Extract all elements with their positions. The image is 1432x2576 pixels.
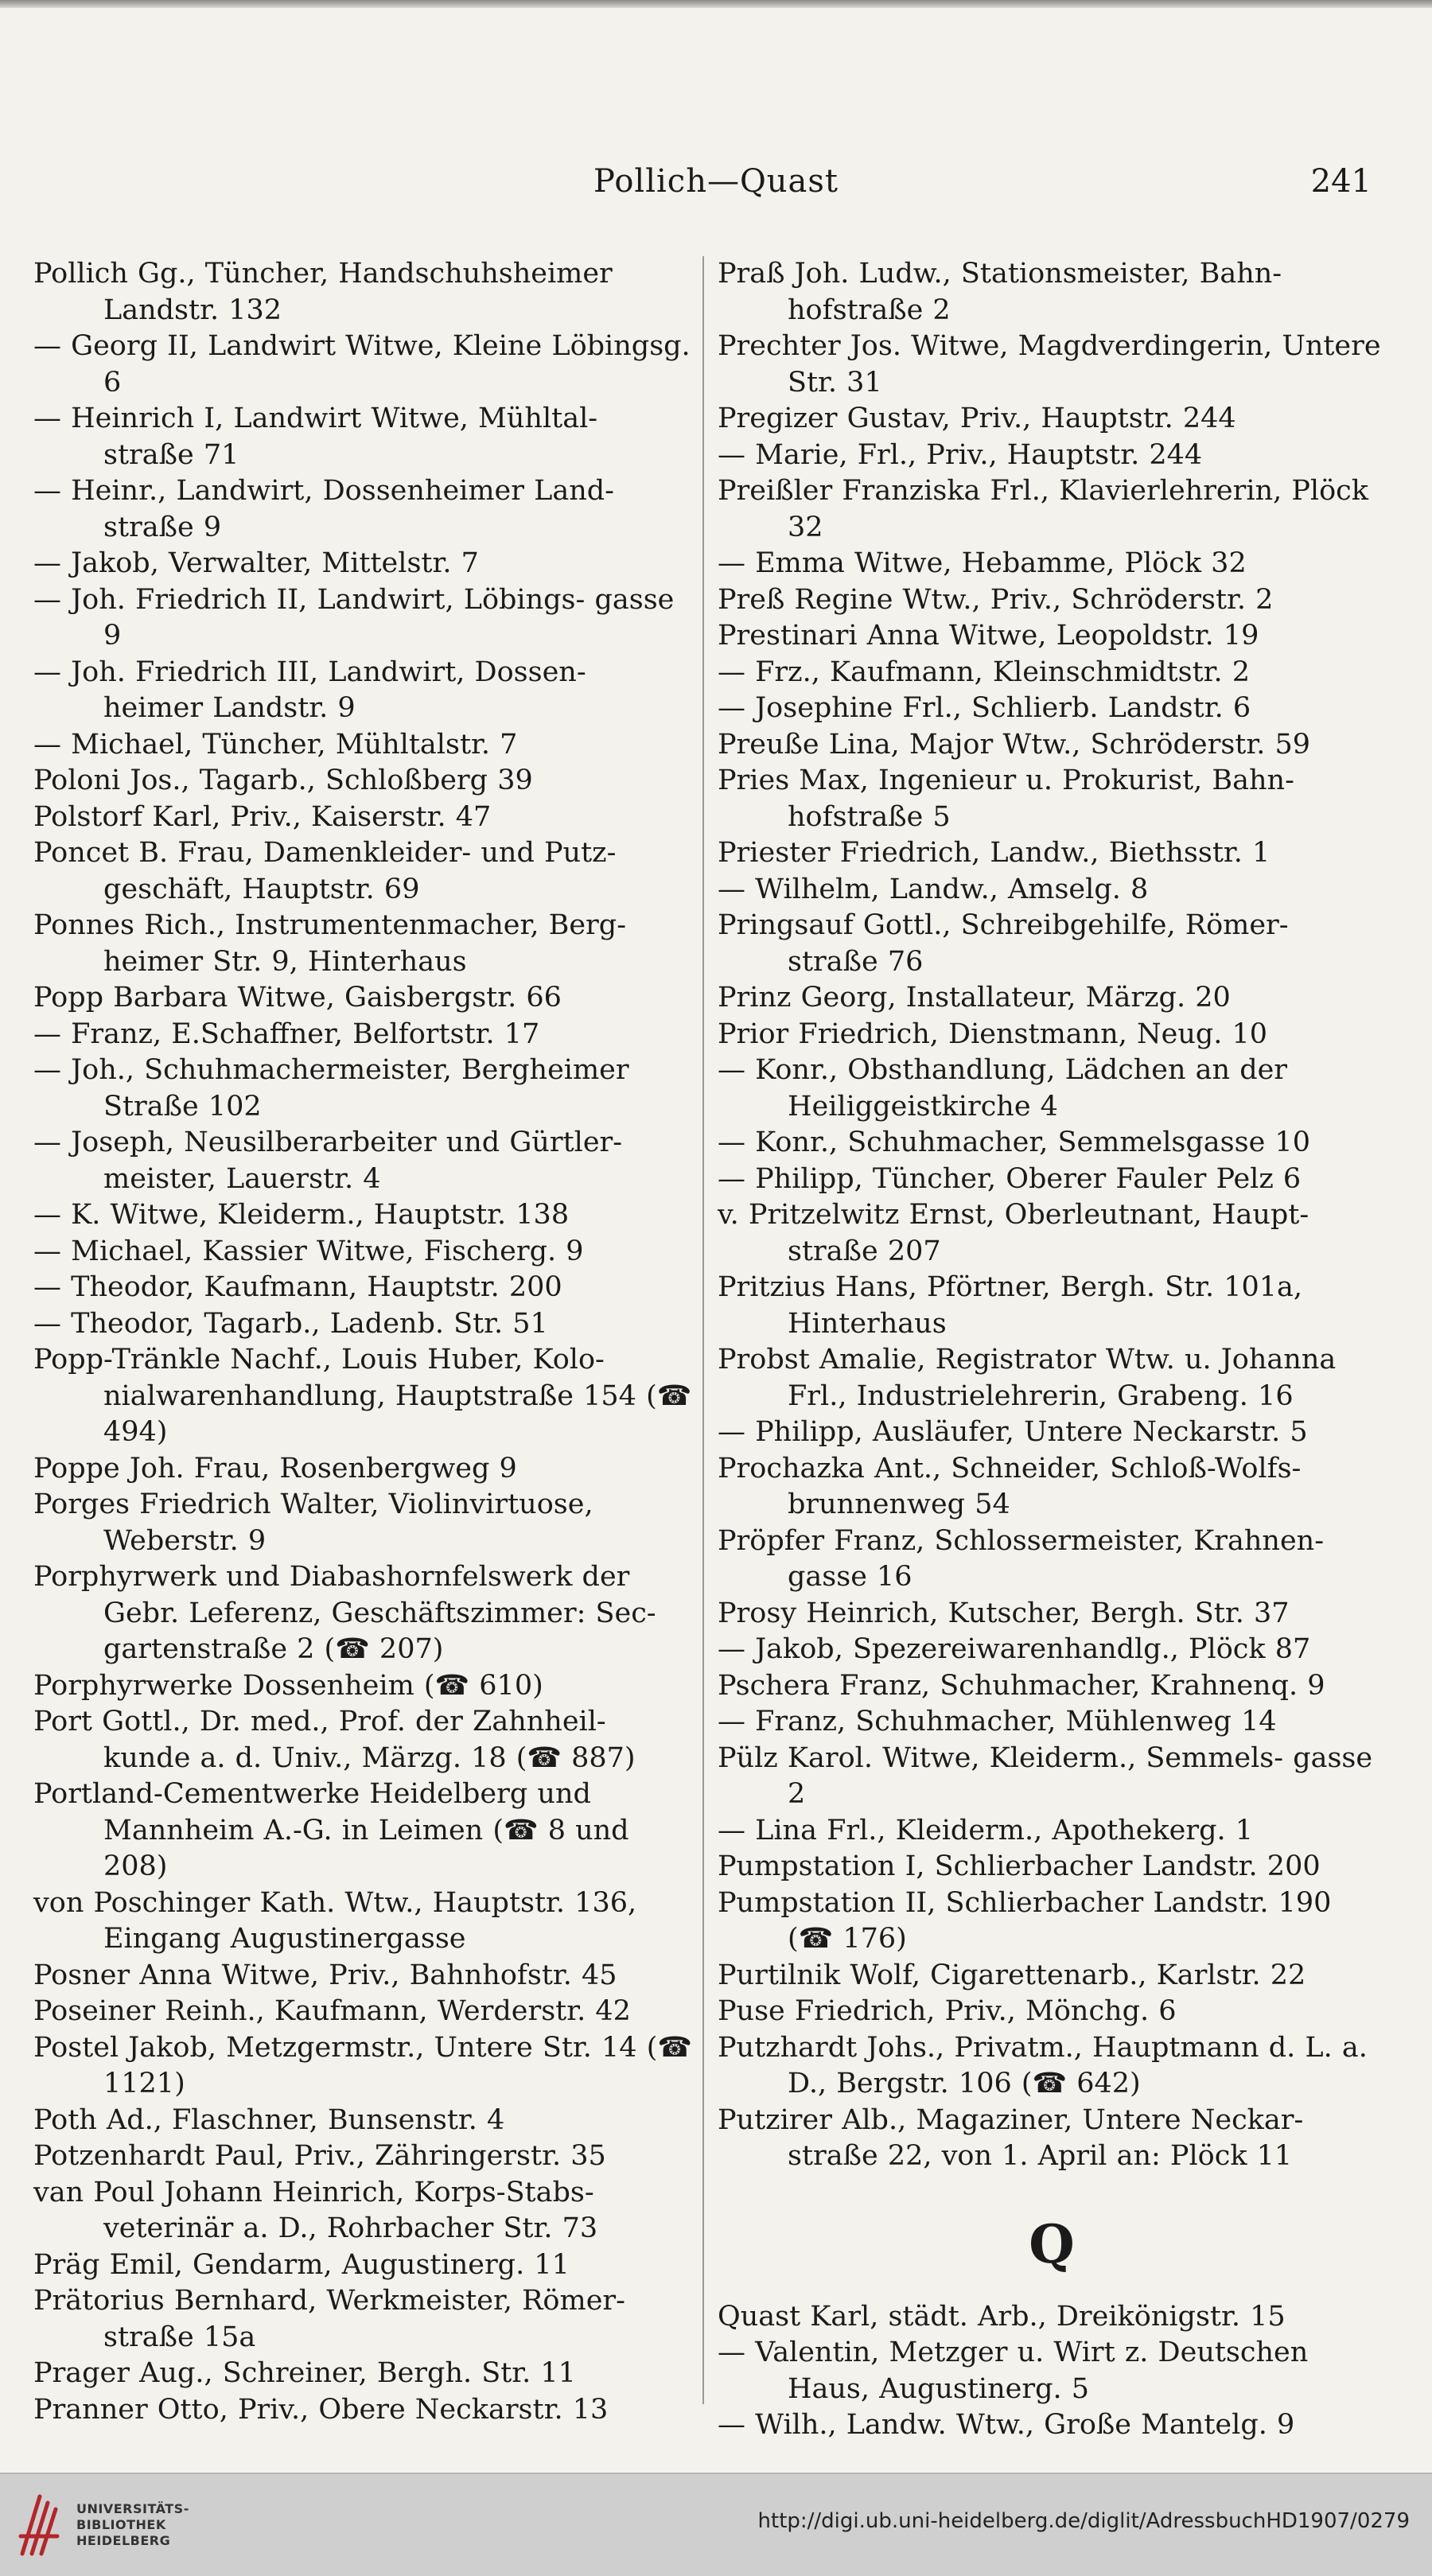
directory-entry: Pumpstation II, Schlierbacher Landstr. 190 (☎ 176) [718,1886,1332,1955]
directory-entry: von Poschinger Kath. Wtw., Hauptstr. 136, Eingang Augustinergasse [33,1886,637,1955]
directory-entry: Poncet B. Frau, Damenkleider- und Putz- geschäft, Hauptstr. 69 [33,837,617,905]
directory-entry: — Georg II, Landwirt Witwe, Kleine Löbingsg. 6 [33,330,691,399]
directory-entry: Prior Friedrich, Dienstmann, Neug. 10 [718,1018,1268,1050]
directory-entry: v. Pritzelwitz Ernst, Oberleutnant, Haupt- straße 207 [718,1199,1309,1267]
directory-entry: Pülz Karol. Witwe, Kleiderm., Semmels- gasse 2 [718,1741,1373,1810]
library-name-line: UNIVERSITÄTS- [76,2501,189,2516]
directory-entry: Poloni Jos., Tagarb., Schloßberg 39 [33,765,533,796]
directory-entry: — Joseph, Neusilberarbeiter und Gürtler- meister, Lauerstr. 4 [33,1127,623,1195]
directory-entry: Präg Emil, Gendarm, Augustinerg. 11 [33,2248,570,2281]
directory-entry: Quast Karl, städt. Arb., Dreikönigstr. 15 [718,2300,1286,2333]
running-head [0,163,1432,211]
directory-entry: — Konr., Obsthandlung, Lädchen an der Heiliggeistkirche 4 [718,1054,1288,1123]
directory-entry: — Joh. Friedrich II, Landwirt, Löbings- gasse 9 [33,583,675,652]
directory-entry: Pumpstation I, Schlierbacher Landstr. 200 [718,1850,1321,1882]
directory-entry: Poth Ad., Flaschner, Bunsenstr. 4 [33,2103,505,2136]
directory-entry: — Theodor, Tagarb., Ladenb. Str. 51 [33,1307,548,1340]
directory-entry: Pschera Franz, Schuhmacher, Krahnenq. 9 [718,1669,1325,1702]
directory-entry: — Joh., Schuhmachermeister, Bergheimer Straße 102 [33,1054,629,1123]
directory-entry: — Heinrich I, Landwirt Witwe, Mühltal- straße 71 [33,403,598,471]
directory-entry: — Frz., Kaufmann, Kleinschmidtstr. 2 [718,656,1251,688]
directory-entry: Pranner Otto, Priv., Obere Neckarstr. 13 [33,2393,609,2426]
university-library-logo-icon [16,2490,62,2558]
directory-entry: Puse Friedrich, Priv., Mönchg. 6 [718,1995,1177,2027]
library-name [76,2501,189,2549]
directory-entry: Pollich Gg., Tüncher, Handschuhsheimer Landstr. 132 [33,258,613,326]
viewer-footer-bar [0,2473,1432,2576]
directory-entry: Preuße Lina, Major Wtw., Schröderstr. 59 [718,728,1311,761]
page-number: 241 [1310,163,1372,200]
directory-entry: — Konr., Schuhmacher, Semmelsgasse 10 [718,1127,1310,1158]
directory-entry: — Philipp, Tüncher, Oberer Fauler Pelz 6 [718,1162,1302,1195]
directory-entry: Port Gottl., Dr. med., Prof. der Zahnheil- kunde a. d. Univ., Märzg. 18 (☎ 887) [33,1706,636,1774]
directory-entry: Probst Amalie, Registrator Wtw. u. Johanna Frl., Industrielehrerin, Grabeng. 16 [718,1344,1337,1412]
directory-entry: — Franz, Schuhmacher, Mühlenweg 14 [718,1706,1277,1737]
directory-entry: Ponnes Rich., Instrumentenmacher, Berg- heimer Str. 9, Hinterhaus [33,909,627,978]
directory-entry: — Lina Frl., Kleiderm., Apothekerg. 1 [718,1814,1253,1846]
directory-entry: Pries Max, Ingenieur u. Prokurist, Bahn- hofstraße 5 [718,765,1294,833]
directory-entry: — Josephine Frl., Schlierb. Landstr. 6 [718,692,1251,724]
directory-entry: — K. Witwe, Kleiderm., Hauptstr. 138 [33,1199,570,1231]
library-name-line: HEIDELBERG [76,2533,171,2548]
directory-entry: Priester Friedrich, Landw., Biethsstr. 1 [718,837,1271,869]
directory-entry: Purtilnik Wolf, Cigarettenarb., Karlstr. 22 [718,1959,1306,1991]
page-title: Pollich—Quast [593,163,839,200]
section-letter-q: Q [1029,2212,1075,2275]
right-column-q-entries [718,2299,1386,2444]
directory-entry: — Jakob, Verwalter, Mittelstr. 7 [33,547,479,579]
directory-entry: Porphyrwerk und Diabashornfelswerk der Gebr. Leferenz, Geschäftszimmer: Sec- gartenstraße 2 (☎ 207) [33,1561,656,1665]
directory-entry: Pregizer Gustav, Priv., Hauptstr. 244 [718,403,1236,434]
directory-entry: Prinz Georg, Installateur, Märzg. 20 [718,982,1231,1014]
directory-entry: — Valentin, Metzger u. Wirt z. Deutschen Haus, Augustinerg. 5 [718,2337,1309,2405]
directory-entry: Poseiner Reinh., Kaufmann, Werderstr. 42 [33,1995,631,2027]
directory-entry: — Michael, Tüncher, Mühltalstr. 7 [33,728,518,761]
directory-entry: — Philipp, Ausläufer, Untere Neckarstr. 5 [718,1416,1308,1448]
directory-entry: Preß Regine Wtw., Priv., Schröderstr. 2 [718,583,1274,616]
directory-entry: Porphyrwerke Dossenheim (☎ 610) [33,1669,543,1702]
directory-entry: — Marie, Frl., Priv., Hauptstr. 244 [718,438,1203,471]
directory-entry: Prätorius Bernhard, Werkmeister, Römer- straße 15a [33,2285,625,2353]
directory-entry: Popp-Tränkle Nachf., Louis Huber, Kolo- nialwarenhandlung, Hauptstraße 154 (☎ 494) [33,1344,692,1448]
directory-entry: — Franz, E.Schaffner, Belfortstr. 17 [33,1018,540,1050]
directory-entry: — Michael, Kassier Witwe, Fischerg. 9 [33,1235,584,1267]
directory-entry: Posner Anna Witwe, Priv., Bahnhofstr. 45 [33,1959,617,1991]
directory-entry: Prochazka Ant., Schneider, Schloß-Wolfs- brunnenweg 54 [718,1452,1302,1520]
directory-entry: Popp Barbara Witwe, Gaisbergstr. 66 [33,982,562,1014]
right-column [718,256,1386,2441]
column-divider [702,256,704,2404]
directory-entry: — Theodor, Kaufmann, Hauptstr. 200 [33,1271,562,1303]
directory-entry: Pringsauf Gottl., Schreibgehilfe, Römer- straße 76 [718,909,1289,978]
directory-entry: — Wilhelm, Landw., Amselg. 8 [718,873,1149,905]
library-name-line: BIBLIOTHEK [76,2517,166,2532]
directory-entry: Putzirer Alb., Magaziner, Untere Neckar- straße 22, von 1. April an: Plöck 11 [718,2103,1304,2172]
directory-entry: Poppe Joh. Frau, Rosenbergweg 9 [33,1452,517,1485]
right-column-p-entries [718,256,1386,2175]
directory-entry: Praß Joh. Ludw., Stationsmeister, Bahn- hofstraße 2 [718,258,1282,326]
directory-entry: — Wilh., Landw. Wtw., Große Mantelg. 9 [718,2409,1295,2441]
directory-entry: — Emma Witwe, Hebamme, Plöck 32 [718,547,1247,579]
directory-entry: Prestinari Anna Witwe, Leopoldstr. 19 [718,620,1259,652]
directory-entry: Prechter Jos. Witwe, Magdverdingerin, Untere Str. 31 [718,330,1381,399]
directory-entry: Portland-Cementwerke Heidelberg und Mannheim A.-G. in Leimen (☎ 8 und 208) [33,1778,629,1882]
scan-edge [0,0,1432,8]
directory-entry: — Jakob, Spezereiwarenhandlg., Plöck 87 [718,1633,1311,1665]
directory-entry: Potzenhardt Paul, Priv., Zähringerstr. 35 [33,2140,606,2172]
directory-entry: Pritzius Hans, Pförtner, Bergh. Str. 101a, Hinterhaus [718,1271,1303,1340]
directory-entry: Preißler Franziska Frl., Klavierlehrerin, Plöck 32 [718,475,1368,543]
directory-entry: Pröpfer Franz, Schlossermeister, Krahnen- gasse 16 [718,1524,1325,1593]
directory-entry: Prosy Heinrich, Kutscher, Bergh. Str. 37 [718,1597,1290,1629]
directory-entry: Postel Jakob, Metzgermstr., Untere Str. 14 (☎ 1121) [33,2031,692,2099]
directory-entry: Prager Aug., Schreiner, Bergh. Str. 11 [33,2357,576,2389]
directory-entry: Porges Friedrich Walter, Violinvirtuose, Weberstr. 9 [33,1488,593,1557]
directory-entry: — Heinr., Landwirt, Dossenheimer Land- straße 9 [33,475,615,543]
directory-entry: — Joh. Friedrich III, Landwirt, Dossen- heimer Landstr. 9 [33,656,586,724]
left-column [33,256,694,2426]
directory-entry: Putzhardt Johs., Privatm., Hauptmann d. L. a. D., Bergstr. 106 (☎ 642) [718,2031,1368,2099]
source-url-link[interactable]: http://digi.ub.uni-heidelberg.de/diglit/AdressbuchHD1907/0279 [757,2509,1410,2533]
directory-entry: Polstorf Karl, Priv., Kaiserstr. 47 [33,800,492,833]
directory-entry: van Poul Johann Heinrich, Korps-Stabs- veterinär a. D., Rohrbacher Str. 73 [33,2176,598,2244]
